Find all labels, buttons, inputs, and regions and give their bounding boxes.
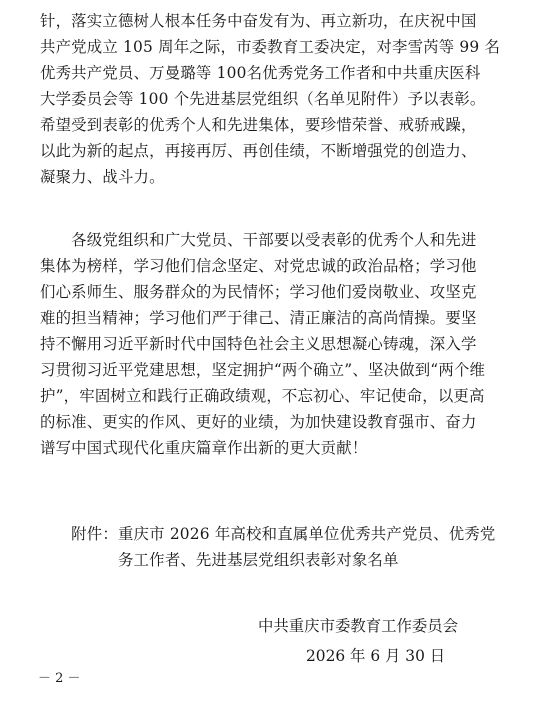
page-number: － 2 － bbox=[38, 671, 81, 686]
text-line: 护”，牢固树立和践行正确政绩观，不忘初心、牢记使命，以更高 bbox=[40, 387, 485, 405]
text-line: 的标准、更实的作风、更好的业绩，为加快建设教育强市、奋力 bbox=[40, 413, 477, 431]
text-line: 集体为榜样，学习他们信念坚定、对党忠诚的政治品格；学习他 bbox=[40, 257, 477, 275]
text-line: 大学委员会等 100 个先进基层党组织（名单见附件）予以表彰。 bbox=[40, 90, 486, 108]
text-line: 针，落实立德树人根本任务中奋发有为、再立新功，在庆祝中国 bbox=[40, 12, 477, 30]
text-line: 以此为新的起点，再接再厉、再创佳绩，不断增强党的创造力、 bbox=[40, 142, 477, 160]
issue-date: 2026 年 6 月 30 日 bbox=[306, 647, 446, 665]
attachment-note bbox=[40, 521, 502, 573]
issuer-signature: 中共重庆市委教育工作委员会 bbox=[258, 617, 459, 635]
text-line: 凝聚力、战斗力。 bbox=[40, 168, 165, 186]
text-line: 谱写中国式现代化重庆篇章作出新的更大贡献！ bbox=[40, 439, 368, 457]
text-line: 优秀共产党员、万曼璐等 100名优秀党务工作者和中共重庆医科 bbox=[40, 64, 481, 82]
text-line: 习贯彻习近平党建思想，坚定拥护“两个确立”、坚决做到“两个维 bbox=[40, 361, 486, 379]
text-line: 们心系师生、服务群众的为民情怀；学习他们爱岗敬业、攻坚克 bbox=[40, 283, 477, 301]
text-line: 各级党组织和广大党员、干部要以受表彰的优秀个人和先进 bbox=[40, 231, 477, 249]
text-line: 共产党成立 105 周年之际，市委教育工委决定，对李雪芮等 99 名 bbox=[40, 38, 501, 56]
text-line: 难的担当精神；学习他们严于律己、清正廉洁的高尚情操。要坚 bbox=[40, 309, 477, 327]
body-paragraph-1 bbox=[40, 8, 502, 190]
text-line: 附件：重庆市 2026 年高校和直属单位优秀共产党员、优秀党 bbox=[40, 525, 496, 543]
text-line: 持不懈用习近平新时代中国特色社会主义思想凝心铸魂，深入学 bbox=[40, 335, 477, 353]
text-line: 希望受到表彰的优秀个人和先进集体，要珍惜荣誉、戒骄戒躁， bbox=[40, 116, 477, 134]
text-line: 务工作者、先进基层党组织表彰对象名单 bbox=[40, 551, 399, 569]
body-paragraph-2 bbox=[40, 227, 502, 461]
